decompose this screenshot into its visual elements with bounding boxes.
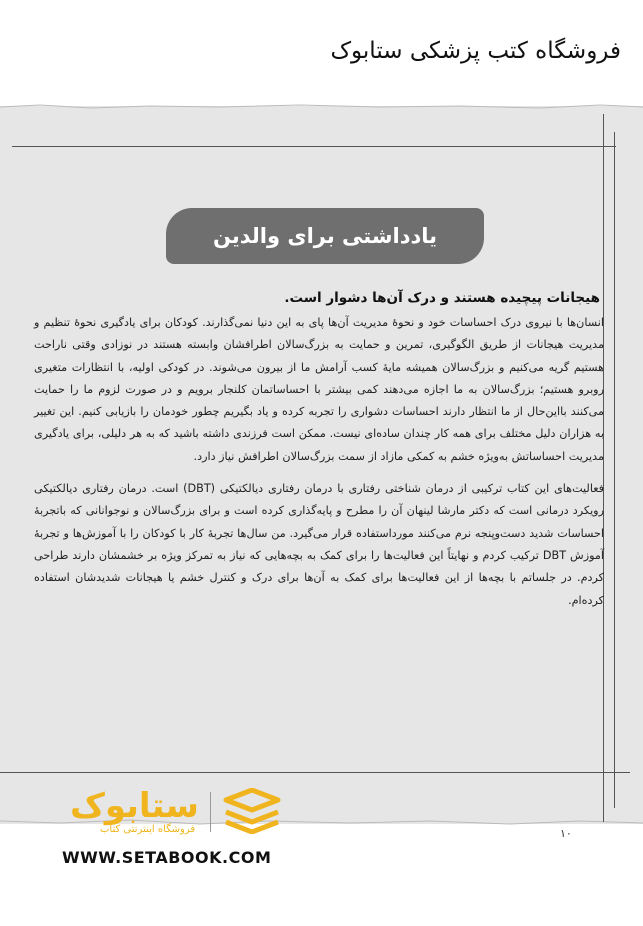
frame-line-right-inner [614, 132, 615, 808]
article-paragraph-1: انسان‌ها با نیروی درک احساسات خود و نحوهٔ مدیریت آن‌ها پای به این دنیا نمی‌گذارند. کودکان برای یادگیری نحوهٔ تنظیم و مدیریت هیجانات از طریق الگوگیری، تمرین و حمایت به بزرگ‌سالان اطرافشان وابسته هستند در نوزادی وقتی ناراحت هستیم گریه می‌کنیم و بزرگ‌سالان همیشه مایهٔ کسب آرامش ما از بیرون می‌شوند. در کودکی اولیه، با انتظارات متغیری روبرو هستیم؛ بزرگ‌سالان به ما اجازه می‌دهند کمی بیشتر با احساساتمان کلنجار برویم و در صورت لزوم ما را حمایت می‌کنند بااین‌حال از ما انتظار دارند احساسات دشواری را تجربه کرده و یاد بگیریم چطور خودمان را بازیابی کنیم. این تغییر به هزاران دلیل مختلف برای همه کار چندان ساده‌ای نیست. ممکن است فرزندی داشته باشید که به هر دلیلی، برای یادگیری مدیریت احساساتش به‌ویژه خشم به کمکی مازاد از سمت بزرگ‌سالان اطرافش نیاز دارد. [34, 316, 604, 463]
setabook-logo [50, 786, 280, 846]
frame-line-bottom [0, 772, 630, 773]
page-number: ۱۰ [560, 827, 572, 840]
logo-tagline: فروشگاه اینترنتی کتاب [100, 824, 196, 835]
logo-wordmark: ستابوک [70, 786, 199, 826]
section-title: یادداشتی برای والدین [212, 224, 438, 248]
article-subheading: هیجانات پیچیده هستند و درک آن‌ها دشوار است. [284, 290, 600, 306]
books-stack-icon [222, 788, 282, 834]
frame-line-top [12, 146, 616, 147]
website-url: WWW.SETABOOK.COM [62, 848, 272, 867]
logo-divider [210, 792, 211, 832]
section-title-banner [166, 208, 484, 264]
store-header: فروشگاه کتب پزشکی ستابوک [330, 38, 621, 64]
article-paragraph-2: فعالیت‌های این کتاب ترکیبی از درمان شناختی رفتاری با درمان رفتاری دیالکتیکی (DBT) است. درمان رفتاری دیالکتیکی رویکرد درمانی است که دکتر مارشا لینهان آن را مطرح و پایه‌گذاری کرده است و برای بزرگ‌سالان و نوجوانانی که باتجربهٔ احساسات شدید دست‌وپنجه نرم می‌کنند مورداستفاده قرار می‌گیرد. من سال‌ها تجربهٔ کار با کودکان را با آموزش‌ها و تجربهٔ آموزش DBT ترکیب کردم و نهایتاً این فعالیت‌ها را برای کمک به بچه‌هایی که نیاز به تمرکز ویژه بر خشمشان دارند طراحی کردم. در جلساتم با بچه‌ها از این فعالیت‌ها برای کمک به آن‌ها برای درک و کنترل خشم یا هیجانات شدیدشان استفاده کرده‌ام. [34, 482, 604, 607]
article-body [34, 290, 604, 622]
torn-top-edge [0, 101, 643, 111]
